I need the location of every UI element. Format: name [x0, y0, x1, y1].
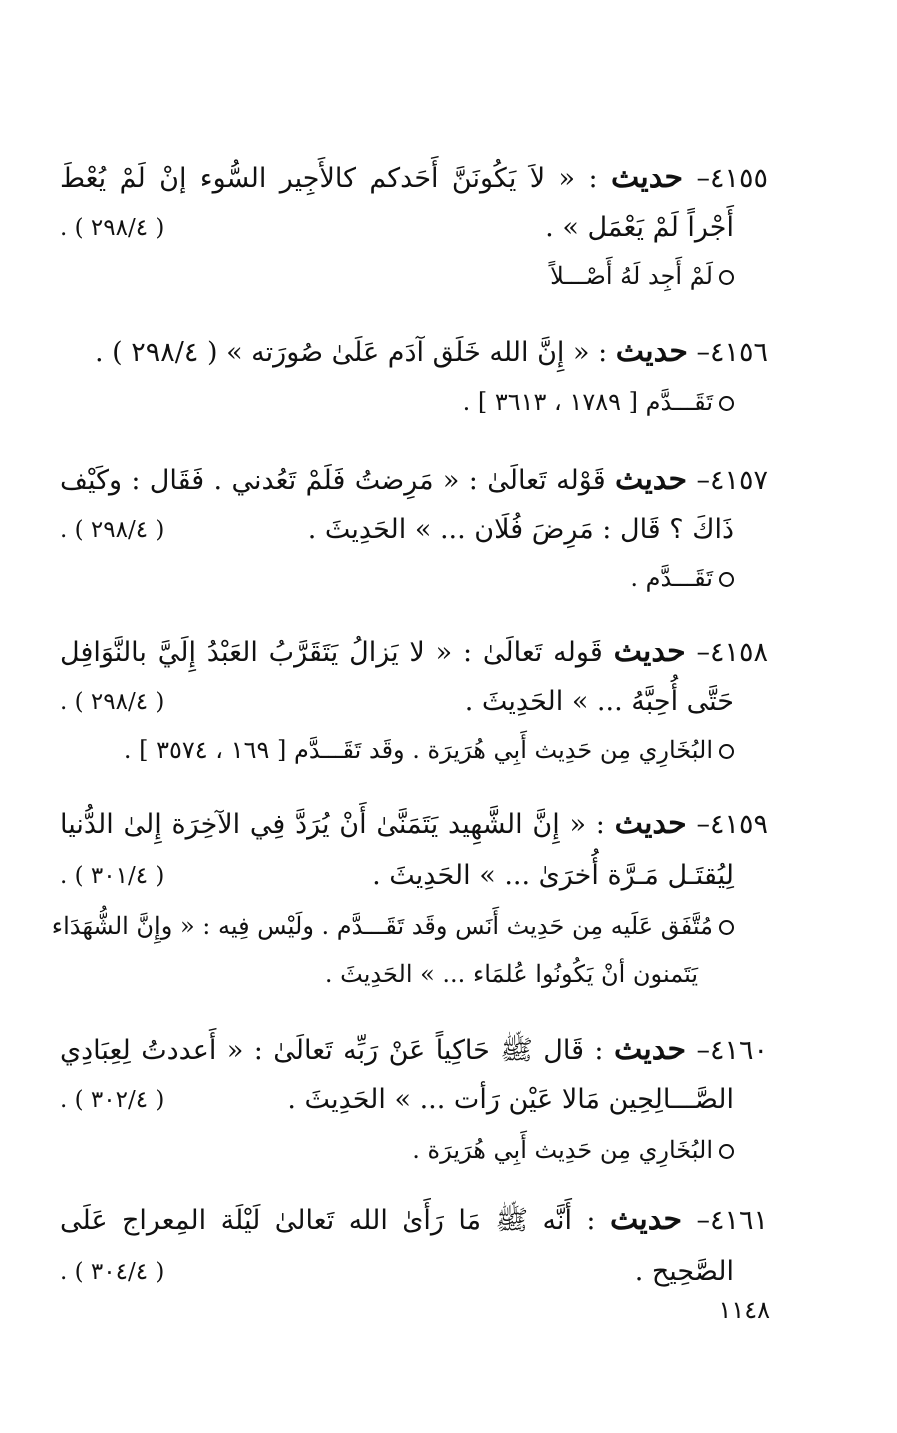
entry-text: قَوله تَعالَىٰ : « لا يَزالُ يَتَقَرَّبُ العَبْدُ إِلَيَّ بالنَّوَافِل — [60, 637, 603, 668]
entry-keyword: حديث — [615, 462, 688, 497]
volume-page-reference: ( ٣٠٢/٤ ) . — [60, 1087, 165, 1113]
commentary-note — [550, 256, 734, 296]
circle-bullet-icon — [719, 920, 734, 935]
hadith-entry-4159 — [51, 804, 768, 1004]
entry-line-2: لِيُقتَـل مَـرَّة أُخرَىٰ ... » الحَدِيثَ . — [372, 860, 734, 891]
volume-page-reference: ( ٢٩٨/٤ ) . — [60, 215, 165, 241]
entry-line-2: الصَّـــالِحِين مَالا عَيْن رَأت ... » الحَدِيثَ . — [287, 1084, 734, 1115]
page-number: ١١٤٨ — [718, 1296, 770, 1324]
entry-line-1 — [60, 158, 768, 198]
entry-keyword: حديث — [615, 334, 688, 369]
entry-line-1 — [60, 1200, 768, 1240]
entry-number: ٤١٦١– — [696, 1205, 768, 1236]
commentary-note-continuation: يَتَمنون أنْ يَكُونُوا عُلمَاء ... » الحَدِيثَ . — [324, 960, 698, 988]
entry-line-1 — [60, 804, 768, 844]
entry-keyword: حديث — [614, 806, 687, 841]
entry-line-1 — [60, 460, 768, 500]
note-text: البُخَارِي مِن حَدِيث أَبِي هُرَيرَة . — [412, 1136, 713, 1164]
hadith-entry-4157 — [60, 460, 768, 610]
note-text: مُتَّفَق عَلَيه مِن حَدِيث أَنَس وقَد تَقَـــدَّم . ولَيْس فِيه : « وإِنَّ الشُّهَدَاء — [51, 912, 713, 940]
hadith-entry-4155 — [60, 158, 768, 308]
entry-text: : « إِنَّ الله خَلَق آدَم عَلَىٰ صُورَته » ( ٢٩٨/٤ ) . — [94, 337, 608, 368]
entry-line-1 — [95, 332, 768, 372]
entry-number: ٤١٥٥– — [696, 163, 768, 194]
entry-number: ٤١٥٦– — [696, 337, 768, 368]
commentary-note — [124, 730, 734, 770]
note-text: البُخَارِي مِن حَدِيث أَبِي هُرَيرَة . وقَد تَقَـــدَّم [ ١٦٩ ، ٣٥٧٤ ] . — [123, 736, 713, 764]
entry-text: قَوْله تَعالَىٰ : « مَرِضتُ فَلَمْ تَعُدني . فَقَال : وكَيْف — [60, 465, 606, 496]
volume-page-reference: ( ٢٩٨/٤ ) . — [60, 517, 165, 543]
hadith-entry-4160 — [60, 1030, 768, 1180]
circle-bullet-icon — [719, 1144, 734, 1159]
circle-bullet-icon — [719, 572, 734, 587]
volume-page-reference: ( ٢٩٨/٤ ) . — [60, 689, 165, 715]
hadith-entry-4161 — [60, 1200, 768, 1300]
circle-bullet-icon — [719, 396, 734, 411]
volume-page-reference: ( ٣٠١/٤ ) . — [60, 863, 165, 889]
entry-text: : أَنَّه ﷺ مَا رَأَىٰ الله تَعالىٰ لَيْلَة المِعراج عَلَى — [60, 1205, 596, 1236]
note-text: تَقَـــدَّم . — [630, 564, 713, 592]
entry-keyword: حديث — [609, 1202, 683, 1237]
entry-line-1 — [60, 1030, 768, 1070]
entry-text: : قَال ﷺ حَاكِياً عَنْ رَبِّه تَعالَىٰ : « أَعددتُ لِعِبَادِي — [60, 1035, 604, 1066]
entry-text: : « إِنَّ الشَّهِيد يَتَمَنَّىٰ أَنْ يُرَدَّ فِي الآخِرَة إِلىٰ الدُّنيا — [60, 809, 605, 840]
entry-number: ٤١٦٠– — [696, 1035, 768, 1066]
entry-line-2: ذَاكَ ؟ قَال : مَرِضَ فُلَان ... » الحَدِيثَ . — [307, 514, 734, 545]
entry-line-2: حَتَّى أُحِبَّهُ ... » الحَدِيثَ . — [464, 686, 734, 717]
commentary-note — [630, 558, 734, 598]
entry-keyword: حديث — [610, 160, 684, 195]
entry-number: ٤١٥٨– — [696, 637, 768, 668]
commentary-note — [463, 382, 734, 422]
circle-bullet-icon — [719, 270, 734, 285]
entry-line-1 — [60, 632, 768, 672]
note-text: لَمْ أَجِد لَهُ أَصْـــلاً — [550, 262, 713, 290]
note-text: تَقَـــدَّم [ ١٧٨٩ ، ٣٦١٣ ] . — [462, 388, 713, 416]
entry-number: ٤١٥٩– — [696, 809, 768, 840]
volume-page-reference: ( ٣٠٤/٤ ) . — [60, 1259, 165, 1285]
entry-number: ٤١٥٧– — [696, 465, 768, 496]
entry-text: : « لاَ يَكُونَنَّ أَحَدكم كالأَجِير السُّوء إنْ لَمْ يُعْطَ — [60, 163, 598, 194]
commentary-note — [52, 906, 734, 946]
hadith-entry-4156 — [60, 332, 768, 432]
entry-keyword: حديث — [613, 634, 686, 669]
circle-bullet-icon — [719, 744, 734, 759]
entry-line-2: الصَّحِيح . — [634, 1256, 734, 1287]
entry-line-2: أَجْراً لَمْ يَعْمَل » . — [545, 212, 734, 243]
commentary-note — [412, 1130, 734, 1170]
hadith-entry-4158 — [60, 632, 768, 782]
entry-keyword: حديث — [613, 1032, 687, 1067]
